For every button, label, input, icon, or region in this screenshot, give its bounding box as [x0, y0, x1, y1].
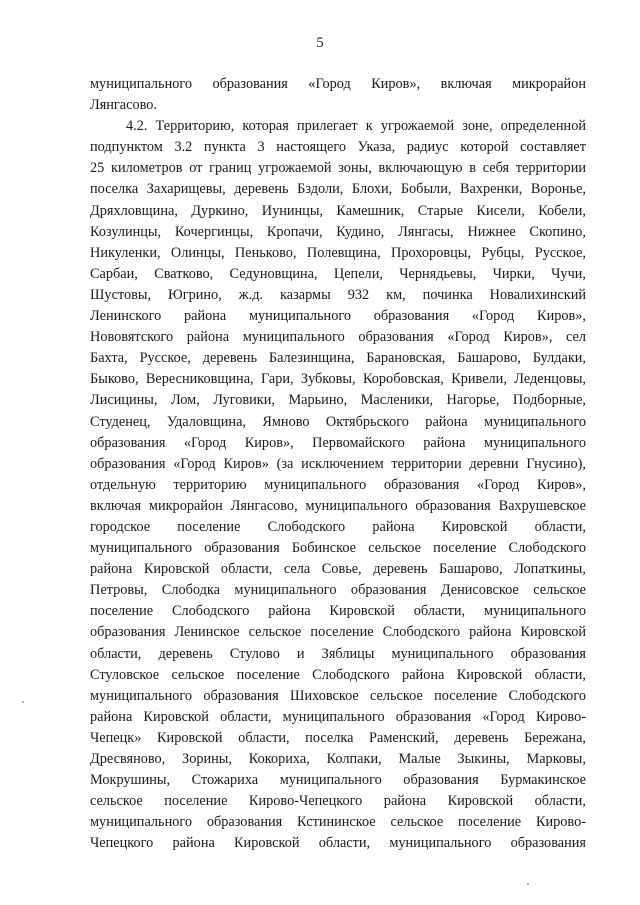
text-line: подпунктом 3.2 пункта 3 настоящего Указа, радиус которой составляет — [90, 139, 586, 156]
text-line: Нововятского района муниципального образования «Город Киров», сел — [90, 329, 586, 346]
text-line: Дресвяново, Зорины, Кокориха, Колпаки, Малые Зыкины, Марковы, — [90, 751, 586, 767]
text-line: муниципального образования Кстининское сельское поселение Кирово- — [90, 814, 586, 831]
text-line: Сарбаи, Сватково, Седуновщина, Цепели, Чернядьевы, Чирки, Чучи, — [90, 265, 586, 282]
text-line: Дряхловщина, Дуркино, Иунинцы, Камешник, Старые Кисели, Кобели, — [90, 202, 586, 219]
text-line: 25 километров от границ угрожаемой зоны, включающую в себя территории — [90, 160, 586, 177]
body-text — [90, 74, 586, 854]
text-line: Мокрушины, Стожариха муниципального образования Бурмакинское — [90, 772, 586, 789]
scan-speck — [527, 883, 529, 885]
text-line: Бахта, Русское, деревень Балезинщина, Барановская, Башарово, Булдаки, — [90, 350, 586, 367]
text-line: Козулинцы, Кочергинцы, Кропачи, Кудино, Лянгасы, Нижнее Скопино, — [90, 223, 586, 240]
text-line: муниципального образования Шиховское сельское поселение Слободского — [90, 687, 586, 704]
text-line: Лянгасово. — [90, 97, 158, 114]
text-line: района Кировской области, села Совье, деревень Башарово, Лопаткины, — [90, 561, 586, 578]
text-line: Шустовы, Югрино, ж.д. казармы 932 км, починка Новалихинский — [90, 286, 586, 303]
text-line: Быково, Вересниковщина, Гари, Зубковы, Коробовская, Кривели, Леденцовы, — [90, 371, 586, 388]
text-line: муниципального образования Бобинское сельское поселение Слободского — [90, 540, 586, 557]
text-line: образования «Город Киров», Первомайского района муниципального — [90, 434, 586, 451]
text-line: Чепецкого района Кировской области, муниципального образования — [90, 835, 586, 852]
text-line: Студенец, Удаловщина, Ямново Октябрьского района муниципального — [90, 413, 586, 430]
text-line: Чепецк» Кировской области, поселка Раменский, деревень Бережана, — [90, 729, 586, 746]
paragraph-start-line: 4.2. Территорию, которая прилегает к угрожаемой зоне, определенной — [126, 118, 586, 135]
scan-speck — [22, 701, 24, 703]
text-line: области, деревень Стулово и Зяблицы муниципального образования — [90, 645, 586, 662]
text-line: Петровы, Слободка муниципального образования Денисовское сельское — [90, 582, 586, 599]
text-line: образования Ленинское сельское поселение Слободского района Кировской — [90, 624, 586, 641]
text-line: включая микрорайон Лянгасово, муниципального образования Вахрушевское — [90, 497, 586, 514]
text-line: отдельную территорию муниципального образования «Город Киров», — [90, 476, 586, 493]
text-line: Ленинского района муниципального образования «Город Киров», — [90, 308, 586, 325]
text-line: образования «Город Киров» (за исключением территории деревни Гнусино), — [90, 455, 586, 472]
text-line: поселение Слободского района Кировской области, муниципального — [90, 603, 586, 620]
text-line: поселка Захарищевы, деревень Бздоли, Блохи, Бобыли, Вахренки, Воронье, — [90, 181, 586, 198]
text-line: Лисицины, Лом, Луговики, Марьино, Масленики, Нагорье, Подборные, — [90, 392, 586, 409]
text-line: сельское поселение Кирово-Чепецкого района Кировской области, — [90, 793, 586, 810]
text-line: муниципального образования «Город Киров», включая микрорайон — [90, 76, 586, 92]
text-line: района Кировской области, муниципального образования «Город Кирово- — [90, 708, 586, 725]
text-line: городское поселение Слободского района Кировской области, — [90, 518, 586, 535]
page-number: 5 — [316, 35, 324, 51]
text-line: Никуленки, Олинцы, Пеньково, Полевщина, Прохоровцы, Рубцы, Русское, — [90, 244, 586, 261]
text-line: Стуловское сельское поселение Слободского района Кировской области, — [90, 666, 586, 683]
